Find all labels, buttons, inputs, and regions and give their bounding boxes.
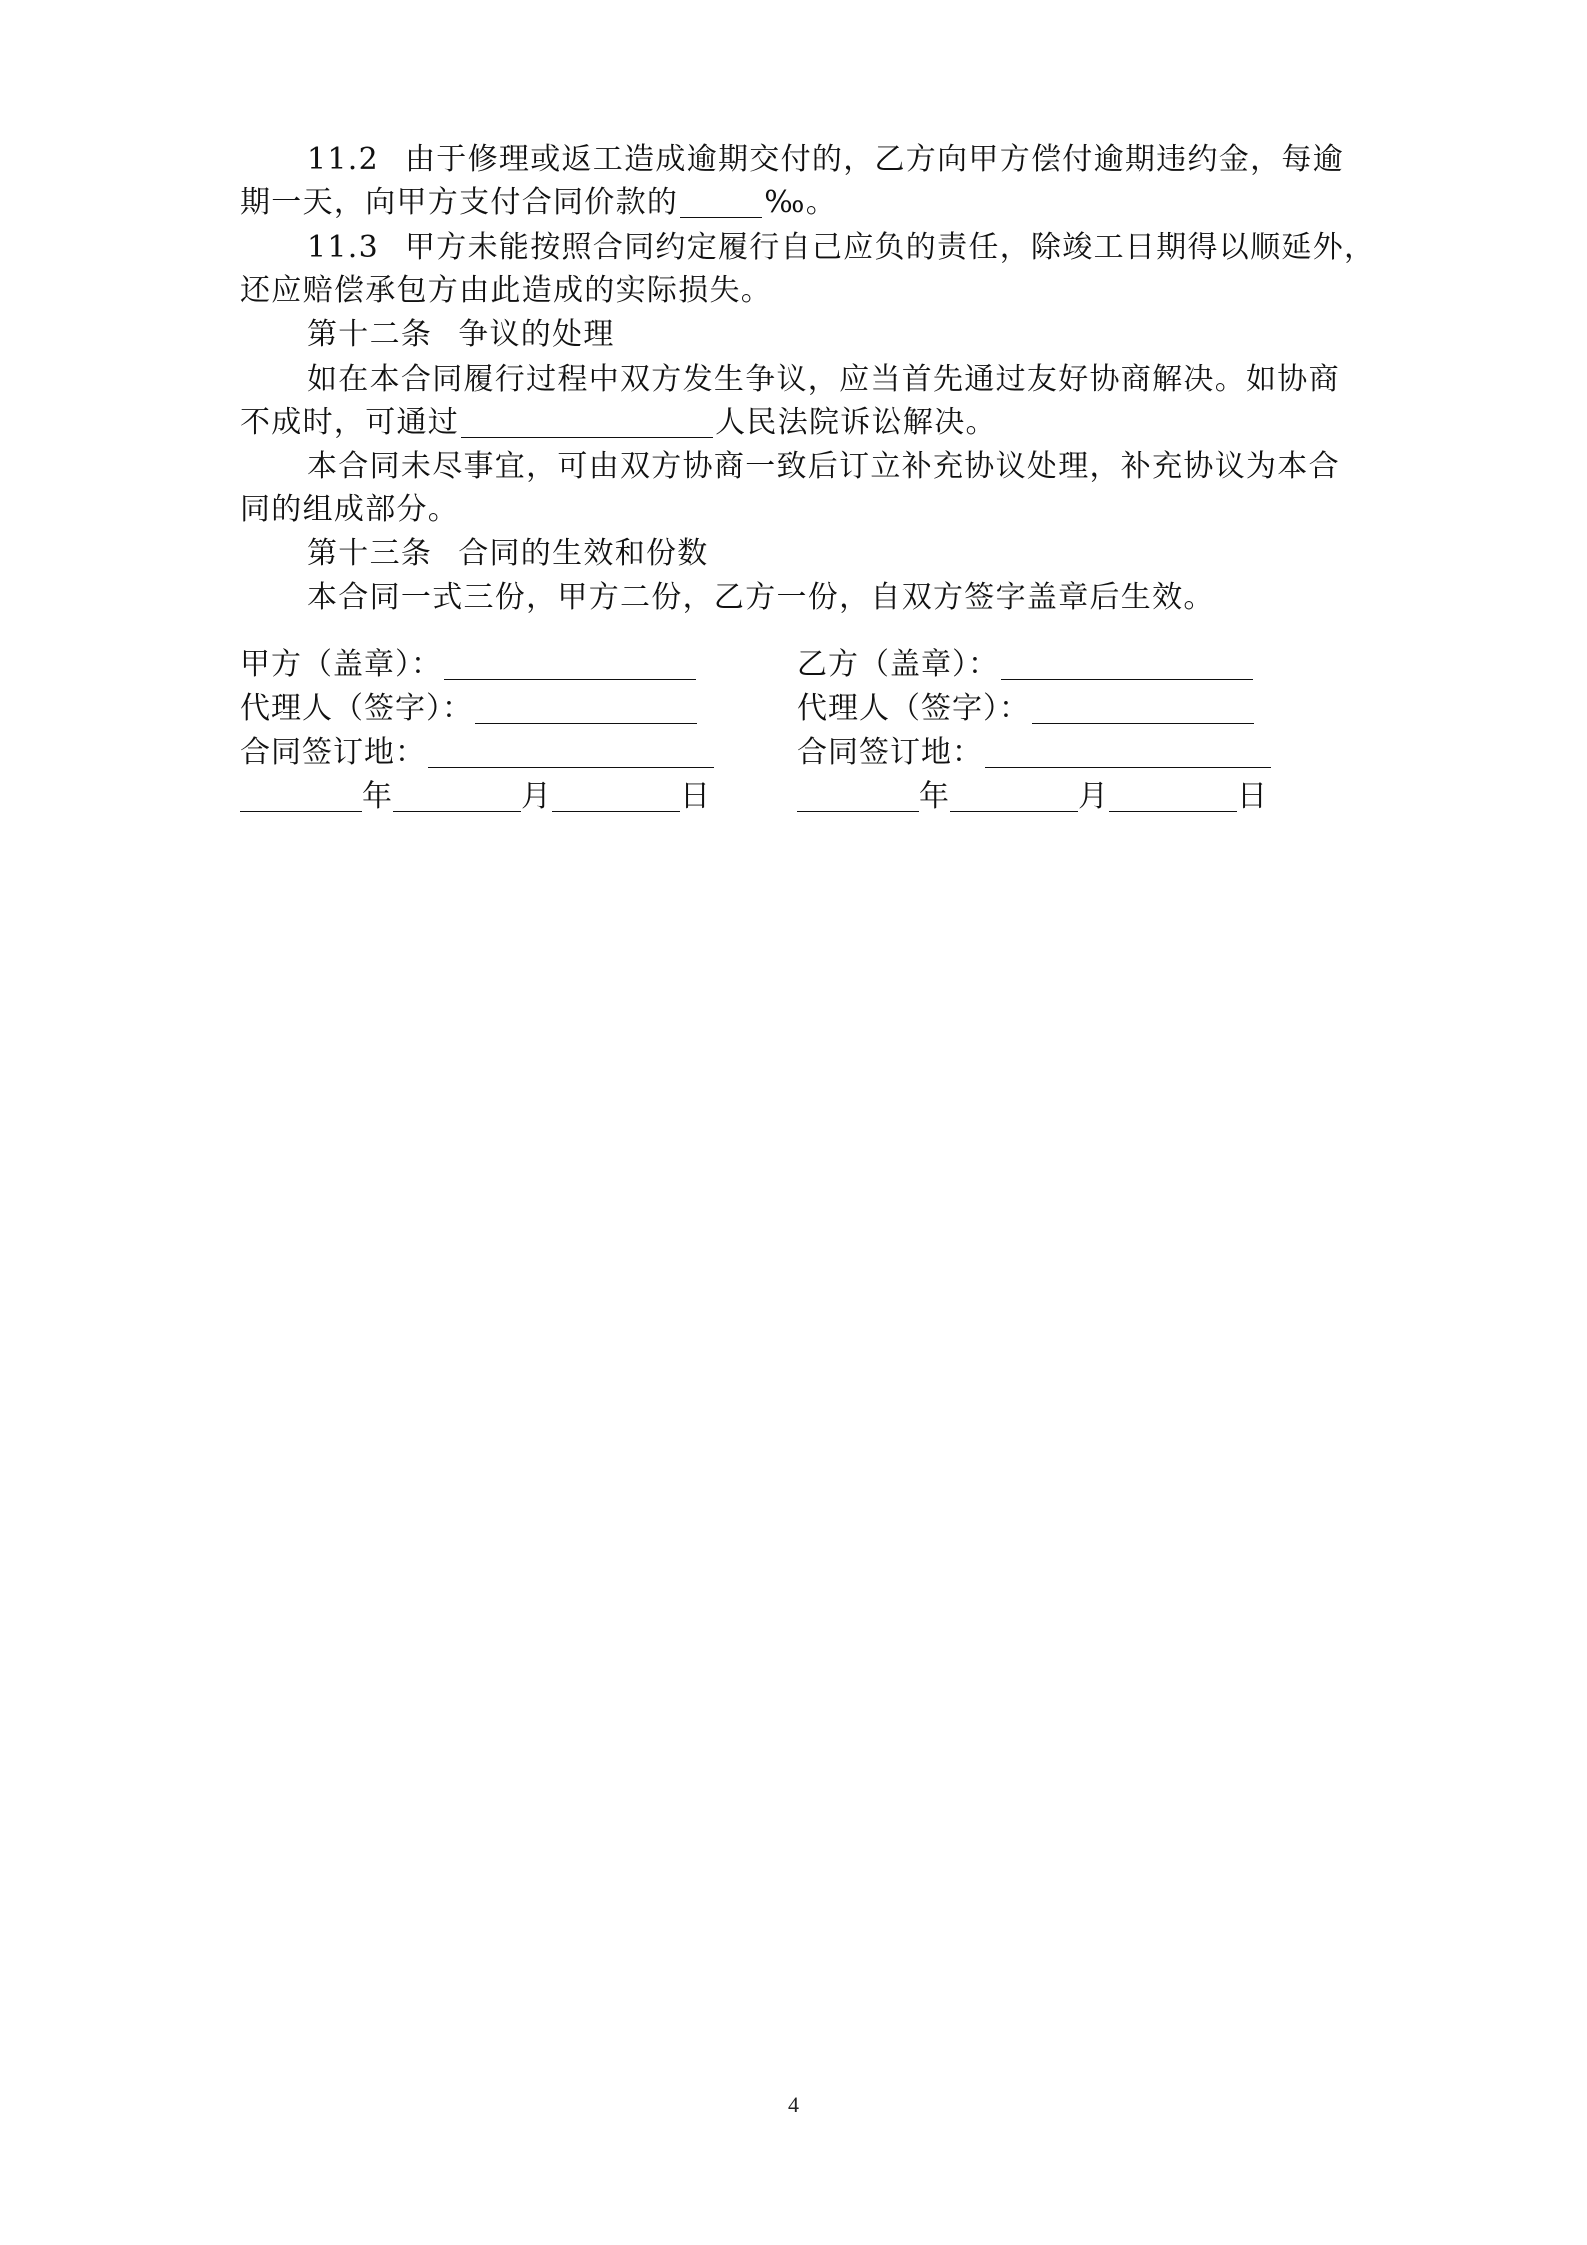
party-a-agent-blank[interactable] xyxy=(475,693,697,724)
month-label: 月 xyxy=(1078,779,1109,814)
party-b-place-blank[interactable] xyxy=(985,737,1271,768)
day-label: 日 xyxy=(1237,779,1268,814)
party-a-date-row xyxy=(240,777,711,817)
party-b-signature-block xyxy=(797,645,1317,825)
paragraph-text: 本合同一式三份，甲方二份，乙方一份，自双方签字盖章后生效。 xyxy=(307,580,1215,615)
clause-11-2-line-2 xyxy=(240,183,1360,223)
party-b-agent-label: 代理人（签字）： xyxy=(797,691,1030,726)
party-a-agent-label: 代理人（签字）： xyxy=(240,691,473,726)
article-label: 第十三条 xyxy=(307,536,433,571)
clause-number: 11.3 xyxy=(307,230,379,265)
party-b-agent-row xyxy=(797,689,1256,729)
paragraph-text: 同的组成部分。 xyxy=(240,492,460,527)
month-label: 月 xyxy=(521,779,552,814)
page-number: 4 xyxy=(788,2092,799,2117)
party-b-month-blank[interactable] xyxy=(950,781,1078,812)
party-a-seal-label: 甲方（盖章）： xyxy=(240,647,442,682)
clause-11-3-line-1 xyxy=(307,228,1427,268)
paragraph-text: 本合同未尽事宜，可由双方协商一致后订立补充协议处理，补充协议为本合 xyxy=(307,449,1340,484)
party-b-day-blank[interactable] xyxy=(1109,781,1237,812)
clause-11-3-line-2 xyxy=(240,271,1360,311)
party-a-agent-row xyxy=(240,689,699,729)
clause-text: 由于修理或返工造成逾期交付的，乙方向甲方偿付逾期违约金，每逾 xyxy=(405,142,1344,177)
party-a-place-label: 合同签订地： xyxy=(240,735,426,770)
party-a-seal-blank[interactable] xyxy=(444,649,696,680)
party-b-place-label: 合同签订地： xyxy=(797,735,983,770)
year-label: 年 xyxy=(919,779,950,814)
article-12-p1-line-1 xyxy=(307,360,1427,400)
clause-text: ‰。 xyxy=(764,185,838,220)
party-a-signature-block xyxy=(240,645,720,825)
article-12-heading xyxy=(307,315,1427,355)
party-a-place-row xyxy=(240,733,716,773)
article-title: 合同的生效和份数 xyxy=(458,536,709,571)
party-a-day-blank[interactable] xyxy=(552,781,680,812)
party-b-seal-blank[interactable] xyxy=(1001,649,1253,680)
year-label: 年 xyxy=(362,779,393,814)
court-name-blank[interactable] xyxy=(461,407,713,438)
article-13-heading xyxy=(307,534,1427,574)
day-label: 日 xyxy=(680,779,711,814)
party-b-place-row xyxy=(797,733,1273,773)
article-12-p2-line-2 xyxy=(240,490,1360,530)
penalty-rate-blank[interactable] xyxy=(680,187,762,218)
party-b-seal-row xyxy=(797,645,1255,685)
paragraph-text: 人民法院诉讼解决。 xyxy=(715,405,997,440)
article-label: 第十二条 xyxy=(307,317,433,352)
party-b-date-row xyxy=(797,777,1268,817)
article-12-p1-line-2 xyxy=(240,403,1360,443)
clause-11-2-line-1 xyxy=(307,140,1427,180)
article-12-p2-line-1 xyxy=(307,447,1427,487)
clause-text: 期一天，向甲方支付合同价款的 xyxy=(240,185,679,220)
clause-text: 甲方未能按照合同约定履行自己应负的责任，除竣工日期得以顺延外， xyxy=(405,230,1376,265)
paragraph-text: 不成时，可通过 xyxy=(240,405,460,440)
party-a-year-blank[interactable] xyxy=(240,781,362,812)
article-title: 争议的处理 xyxy=(458,317,615,352)
party-b-year-blank[interactable] xyxy=(797,781,919,812)
clause-text: 还应赔偿承包方由此造成的实际损失。 xyxy=(240,273,773,308)
party-b-agent-blank[interactable] xyxy=(1032,693,1254,724)
party-a-seal-row xyxy=(240,645,698,685)
paragraph-text: 如在本合同履行过程中双方发生争议，应当首先通过友好协商解决。如协商 xyxy=(307,362,1340,397)
party-a-place-blank[interactable] xyxy=(428,737,714,768)
party-b-seal-label: 乙方（盖章）： xyxy=(797,647,999,682)
party-a-month-blank[interactable] xyxy=(393,781,521,812)
article-13-p1 xyxy=(307,578,1427,618)
clause-number: 11.2 xyxy=(307,142,379,177)
